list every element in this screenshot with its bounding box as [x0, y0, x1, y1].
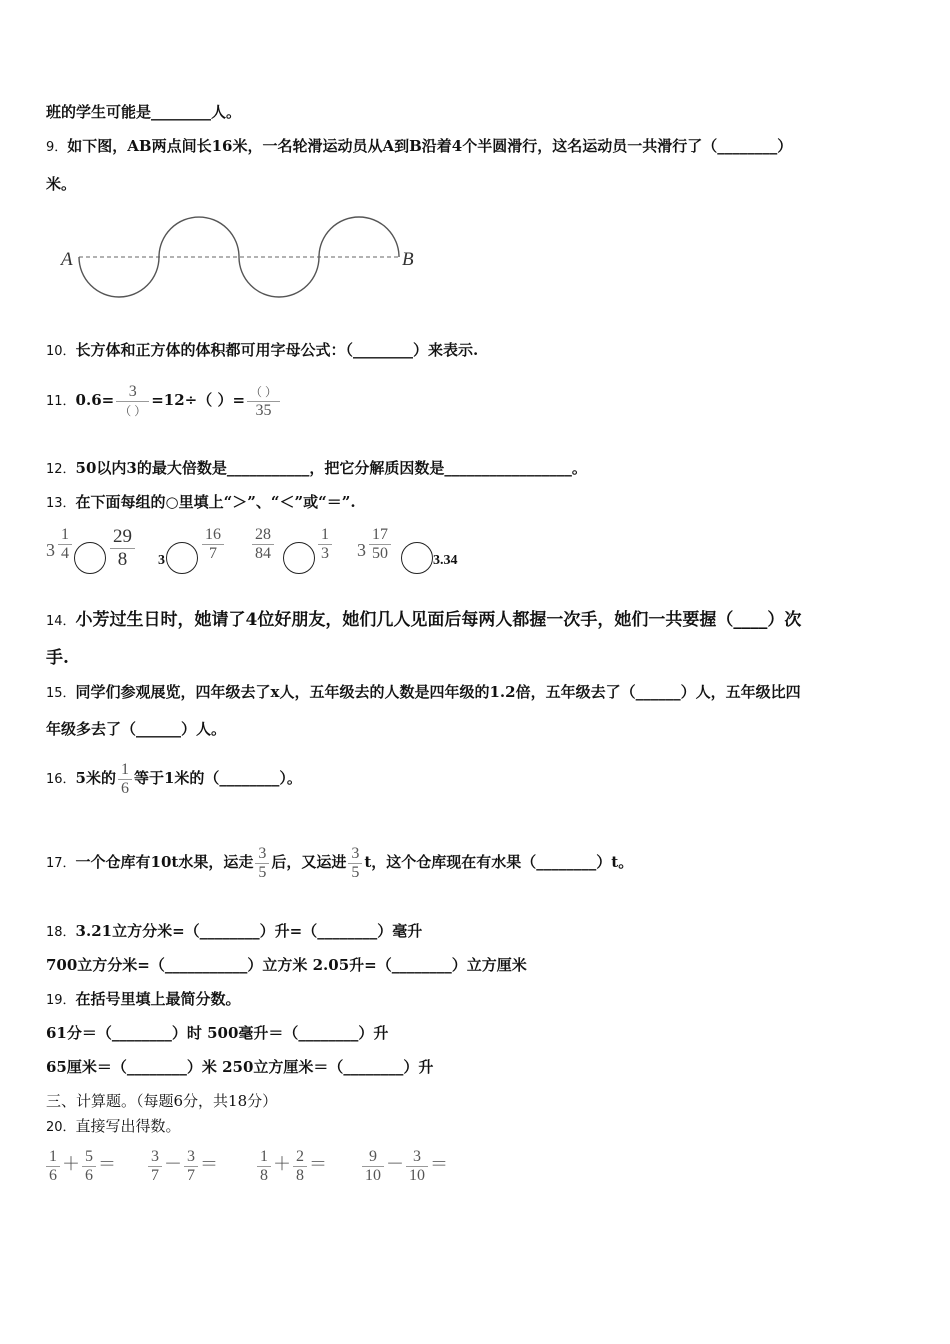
- q11-fraction-2: [247, 383, 280, 420]
- question-number: 14．: [46, 614, 76, 629]
- q11-text-b: =12÷（ ）=: [151, 391, 246, 409]
- fraction: [362, 1148, 384, 1185]
- question-9-cont: 米。: [46, 175, 77, 193]
- compare-circle[interactable]: [283, 542, 315, 574]
- fraction: [46, 1148, 60, 1185]
- question-number: 20．: [46, 1120, 76, 1135]
- operator: －: [386, 1154, 404, 1175]
- denominator: 4: [58, 544, 72, 563]
- denominator: 3: [318, 544, 332, 563]
- q16-text-a: 5米的: [75, 769, 116, 787]
- question-9: [46, 136, 792, 158]
- semicircle-path-figure: [55, 210, 435, 310]
- q17-text-a: 一个仓库有10t水果，运走: [75, 853, 254, 871]
- numerator: 5: [85, 1148, 93, 1165]
- numerator: 28: [255, 526, 271, 543]
- semicircle-2: [159, 217, 239, 257]
- question-number: 13．: [46, 496, 76, 511]
- fraction: [252, 526, 274, 563]
- question-number: 19．: [46, 993, 76, 1008]
- question-15: [46, 682, 801, 704]
- mixed-fraction: [58, 526, 72, 563]
- question-11: [46, 380, 282, 422]
- numerator: 1: [61, 526, 69, 543]
- question-number: 16．: [46, 772, 76, 787]
- question-number: 12．: [46, 462, 76, 477]
- operator: ＋: [62, 1154, 80, 1175]
- question-18: [46, 921, 422, 943]
- fraction: [184, 1148, 198, 1185]
- denominator: 5: [348, 863, 362, 882]
- question-number: 10．: [46, 344, 76, 359]
- equals: ＝: [98, 1154, 116, 1175]
- calc-2: [146, 1148, 218, 1185]
- q17-fraction-2: [348, 845, 362, 882]
- compare-circle[interactable]: [74, 542, 106, 574]
- mixed-fraction: [369, 526, 391, 563]
- fraction: [202, 526, 224, 563]
- denominator: 8: [257, 1166, 271, 1185]
- question-14-cont: 手.: [46, 648, 69, 668]
- denominator: 8: [110, 548, 135, 571]
- q17-text-b: 后，又运进: [271, 853, 347, 871]
- question-number: 9．: [46, 140, 68, 155]
- numerator: 3: [258, 844, 267, 862]
- question-text: 长方体和正方体的体积都可用字母公式：（________）来表示.: [75, 341, 479, 359]
- question-text: 50以内3的最大倍数是___________，把它分解质因数是_________________。: [75, 459, 587, 477]
- whole-number: 3: [357, 540, 366, 560]
- numerator: 1: [120, 760, 129, 778]
- question-10: [46, 340, 478, 362]
- fraction: [406, 1148, 428, 1185]
- question-text: 同学们参观展览，四年级去了x人，五年级去的人数是四年级的1.2倍，五年级去了（______）人，五年级比四: [75, 683, 801, 701]
- point-b-label: B: [402, 249, 414, 270]
- numerator: 9: [369, 1148, 377, 1165]
- numerator: 3: [187, 1148, 195, 1165]
- calc-4: [360, 1148, 448, 1185]
- fraction: [110, 526, 135, 571]
- question-text: 直接写出得数。: [75, 1117, 181, 1135]
- fraction: [82, 1148, 96, 1185]
- denominator: 6: [118, 779, 132, 798]
- question-19-line-1: 61分＝（________）时 500毫升＝（________）升: [46, 1024, 389, 1042]
- semicircle-1: [79, 257, 159, 297]
- fraction: [318, 526, 332, 563]
- q16-fraction: [118, 761, 132, 798]
- question-20: [46, 1116, 181, 1138]
- numerator: 3: [413, 1148, 421, 1165]
- text-line: 班的学生可能是________人。: [46, 103, 242, 121]
- denominator: 7: [202, 544, 224, 563]
- calc-3: [255, 1148, 327, 1185]
- section-3-heading: 三、计算题。（每题6分，共18分）: [46, 1092, 278, 1110]
- question-number: 15．: [46, 686, 76, 701]
- equals: ＝: [200, 1154, 218, 1175]
- q17-text-c: t，这个仓库现在有水果（________）t。: [364, 853, 634, 871]
- question-13: [46, 492, 356, 514]
- semicircle-3: [239, 257, 319, 297]
- question-16: [46, 758, 302, 800]
- numerator: （ ）: [250, 384, 278, 399]
- q17-fraction-1: [255, 845, 269, 882]
- denominator: （ ）: [116, 401, 149, 420]
- q11-text-a: 0.6=: [75, 391, 115, 409]
- denominator: 84: [252, 544, 274, 563]
- question-14: [46, 610, 801, 632]
- numerator: 16: [205, 526, 221, 543]
- numerator: 1: [260, 1148, 268, 1165]
- numerator: 1: [49, 1148, 57, 1165]
- numerator: 3: [128, 382, 137, 400]
- whole-number: 3: [46, 540, 55, 560]
- question-text: 在括号里填上最简分数。: [75, 990, 241, 1008]
- question-text: 小芳过生日时，她请了4位好朋友，她们几人见面后每两人都握一次手，她们一共要握（____）次: [75, 610, 802, 630]
- numerator: 29: [113, 526, 132, 547]
- denominator: 7: [148, 1166, 162, 1185]
- question-text: 在下面每组的○里填上“＞”、“＜”或“＝”.: [75, 493, 356, 511]
- numerator: 1: [321, 526, 329, 543]
- question-number: 11．: [46, 394, 76, 409]
- question-19: [46, 989, 241, 1011]
- numerator: 2: [296, 1148, 304, 1165]
- fraction: [293, 1148, 307, 1185]
- denominator: 5: [255, 863, 269, 882]
- numerator: 3: [351, 844, 360, 862]
- question-12: [46, 458, 587, 480]
- number: 3.34: [433, 553, 458, 568]
- denominator: 10: [406, 1166, 428, 1185]
- question-text: 3.21立方分米=（________）升=（________）毫升: [75, 922, 423, 940]
- calc-1: [44, 1148, 116, 1185]
- denominator: 6: [82, 1166, 96, 1185]
- operator: ＋: [273, 1154, 291, 1175]
- number: 3: [158, 553, 165, 568]
- denominator: 6: [46, 1166, 60, 1185]
- q11-fraction-1: [116, 383, 149, 420]
- question-number: 18．: [46, 925, 76, 940]
- denominator: 35: [247, 401, 280, 420]
- equals: ＝: [309, 1154, 327, 1175]
- semicircle-4: [319, 217, 399, 257]
- denominator: 10: [362, 1166, 384, 1185]
- question-text: 如下图，AB两点间长16米，一名轮滑运动员从A到B沿着4个半圆滑行，这名运动员一共滑行了（________）: [67, 137, 793, 155]
- compare-circle[interactable]: [166, 542, 198, 574]
- equals: ＝: [430, 1154, 448, 1175]
- fraction: [148, 1148, 162, 1185]
- question-19-line-2: 65厘米＝（________）米 250立方厘米＝（________）升: [46, 1058, 434, 1076]
- numerator: 17: [372, 526, 388, 543]
- numerator: 3: [151, 1148, 159, 1165]
- point-a-label: A: [61, 249, 73, 270]
- question-17: [46, 840, 633, 886]
- compare-circle[interactable]: [401, 542, 433, 574]
- denominator: 7: [184, 1166, 198, 1185]
- question-18-line-2: 700立方分米=（___________）立方米 2.05升=（________）立方厘米: [46, 956, 527, 974]
- operator: －: [164, 1154, 182, 1175]
- q16-text-b: 等于1米的（________）。: [133, 769, 302, 787]
- denominator: 8: [293, 1166, 307, 1185]
- denominator: 50: [369, 544, 391, 563]
- question-number: 17．: [46, 856, 76, 871]
- fraction: [257, 1148, 271, 1185]
- question-15-cont: 年级多去了（______）人。: [46, 720, 227, 738]
